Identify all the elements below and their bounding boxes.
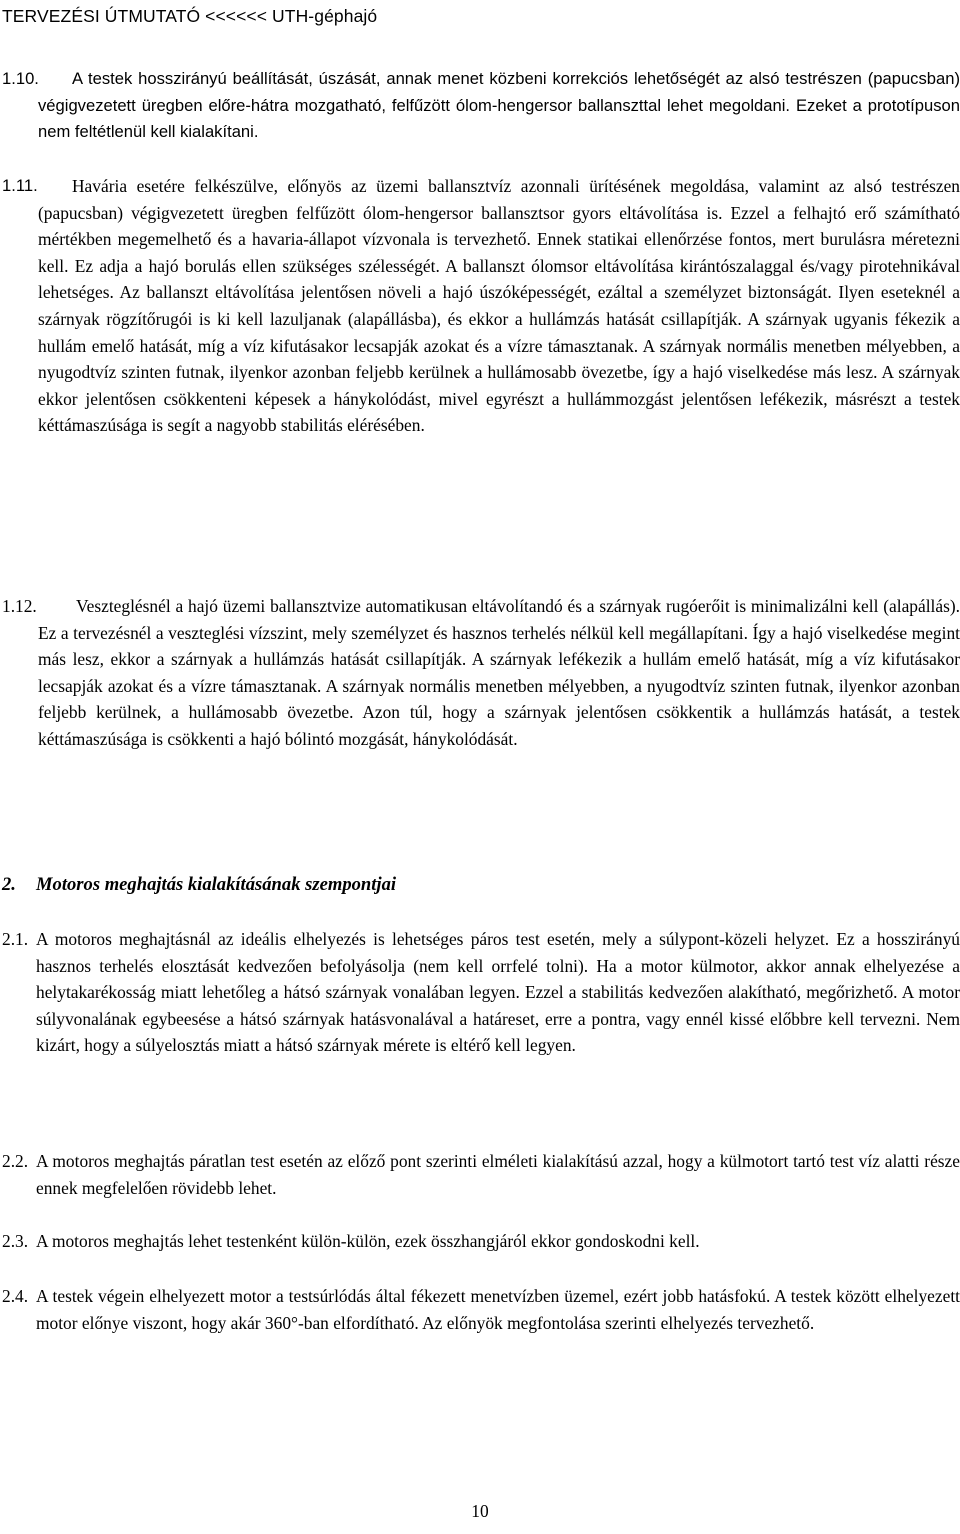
section-1-11 — [0, 173, 960, 439]
subsection-2-4 — [0, 1283, 960, 1336]
subsection-2-2 — [0, 1148, 960, 1201]
section-text: A testek hosszirányú beállítását, úszását, annak menet közbeni korrekciós lehetőségét az alsó testrészen (papucsban) végigvezetett üregben előre-hátra mozgatható, felfűzött ólom-hengersor ballanszttal lehet megoldani. Ezeket a prototípuson nem feltétlenül kell kialakítani. — [38, 69, 960, 142]
subsection-number: 2.4. — [2, 1286, 29, 1306]
subsection-2-3 — [0, 1228, 960, 1255]
subsection-text: A motoros meghajtás lehet testenként külön-külön, ezek összhangjáról ekkor gondoskodni kell. — [36, 1231, 700, 1251]
section-number: 1.11. — [2, 176, 38, 195]
section-number: 1.12. — [2, 596, 37, 616]
heading-number: 2. — [2, 874, 16, 895]
section-1-12 — [0, 593, 960, 753]
section-1-10 — [0, 66, 960, 146]
section-heading — [2, 871, 396, 899]
subsection-number: 2.3. — [2, 1231, 29, 1251]
subsection-number: 2.2. — [2, 1151, 29, 1171]
subsection-text: A motoros meghajtás páratlan test esetén az előző pont szerinti elméleti kialakítású azzal, hogy a külmotort tartó test víz alatti része ennek megfelelően rövidebb lehet. — [36, 1151, 960, 1198]
section-text: Veszteglésnél a hajó üzemi ballansztvize automatikusan eltávolítandó és a szárnyak rugóerőit is minimalizálni kell (alapállás). Ez a tervezésnél a veszteglési vízszint, mely személyzet és hasznos terhelés nélkül kell megállapítani. Így a hajó viselkedése megint más lesz, ekkor a szárnyak a hullámzás hatását csillapítják. A szárnyak lefékezik a hullám emelő hatását, míg a víz kifutásakor lecsapják azokat és a vízre támasztanak. A szárnyak normális menetben mélyebben, a nyugodtvíz szinten futnak, ilyenkor azonban feljebb kerülnek, a hullámosabb övezetbe. Azon túl, hogy a szárnyak jelentősen csökkentik a hullámzás hatását, a testek kéttámaszúsága is csökkenti a hajó bólintó mozgását, hánykolódását. — [38, 596, 960, 749]
subsection-text: A testek végein elhelyezett motor a testsúrlódás által fékezett menetvízben üzemel, ezért jobb hatásfokú. A testek között elhelyezett motor előnye viszont, hogy akár 360°-ban elfordítható. Az előnyök megfontolása szerinti elhelyezés tervezhető. — [36, 1286, 960, 1333]
running-header: TERVEZÉSI ÚTMUTATÓ <<<<<< UTH-géphajó — [2, 6, 378, 26]
page-number: 10 — [471, 1501, 489, 1521]
section-number: 1.10. — [2, 69, 39, 88]
subsection-text: A motoros meghajtásnál az ideális elhelyezés is lehetséges páros test esetén, mely a súlypont-közeli helyzet. Ez a hosszirányú hasznos terhelés elosztását kedvezően befolyásolja (nem kell orrfelé tolni). Ha a motor külmotor, akkor annak elhelyezése a helytakarékosság miatt lehetőleg a hátsó szárnyak vonalában legyen. Ezzel a stabilitás kedvezően alakítható, megőrizhető. A motor súlyvonalának egybeesése a hátsó szárnyak hatásvonalával a határeset, erre a pontra, vagy ennél kissé előbbre kell tervezni. Nem kizárt, hogy a súlyelosztás miatt a hátsó szárnyak mérete is eltérő kell legyen. — [36, 929, 960, 1056]
subsection-number: 2.1. — [2, 929, 29, 949]
heading-title: Motoros meghajtás kialakításának szempontjai — [36, 874, 397, 895]
subsection-2-1 — [0, 926, 960, 1059]
section-text: Havária esetére felkészülve, előnyös az üzemi ballansztvíz azonnali ürítésének megoldása, valamint az alsó testrészen (papucsban) végigvezetett üregben felfűzött ólom-hengersor ballansztsor gyors eltávolítása is. Ezzel a felhajtó erő számítható mértékben megemelhető és a havaria-állapot vízvonala is tervezhető. Ennek statikai ellenőrzése fontos, mert burulásra méretezni kell. Ez adja a hajó borulás ellen szükséges szélességét. A ballanszt ólomsor eltávolítása kirántószalaggal és/vagy pirotehnikával lehetséges. Az ballanszt eltávolítása jelentősen növeli a hajó úszóképességét, ezáltal a személyzet biztonságát. Ilyen eseteknél a szárnyak rögzítőrugói is ki kell lazuljanak (alapállásba), és ekkor a hullámzás hatását csillapítják. A szárnyak ugyanis fékezik a hullám emelő hatását, míg a víz kifutásakor lecsapják azokat és a vízre támasztanak. A szárnyak normális menetben mélyebben, a nyugodtvíz szinten futnak, ilyenkor azonban feljebb kerülnek a hullámosabb övezetbe, így a hajó viselkedése más lesz. A szárnyak ekkor jelentősen csökkenteni képesek a hánykolódást, mivel egyrészt a hullámmozgást jelentősen lefékezik, másrészt a testek kéttámaszúsága is segít a nagyobb stabilitás elérésében. — [38, 176, 960, 436]
